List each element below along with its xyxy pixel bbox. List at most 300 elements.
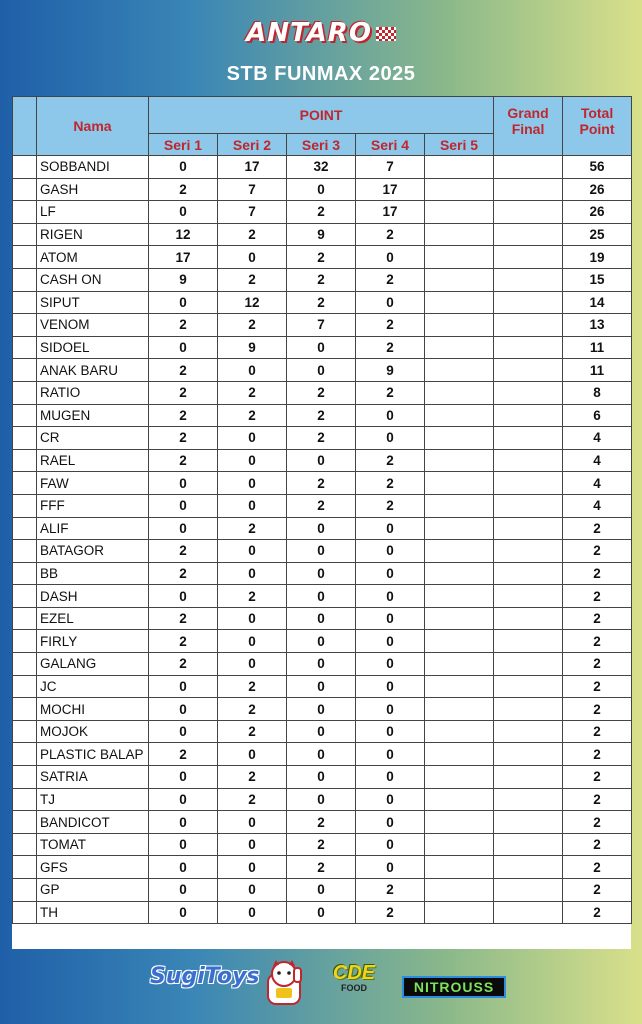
- cell-seri-5: [425, 833, 494, 856]
- cell-grand-final: [494, 472, 563, 495]
- cell-seri-2: 0: [218, 359, 287, 382]
- cell-seri-2: 0: [218, 562, 287, 585]
- cell-grand-final: [494, 630, 563, 653]
- cell-seri-5: [425, 562, 494, 585]
- cell-total-point: 11: [563, 336, 632, 359]
- cell-name: ANAK BARU: [37, 359, 149, 382]
- table-row: [13, 833, 632, 856]
- cell-seri-2: 2: [218, 585, 287, 608]
- cell-grand-final: [494, 291, 563, 314]
- cell-total-point: 15: [563, 268, 632, 291]
- cell-name: SIDOEL: [37, 336, 149, 359]
- cell-seri-3: 0: [287, 562, 356, 585]
- cell-seri-5: [425, 156, 494, 179]
- cell-total-point: 56: [563, 156, 632, 179]
- cell-seri-1: 2: [149, 427, 218, 450]
- cell-seri-5: [425, 517, 494, 540]
- cell-seri-1: 2: [149, 653, 218, 676]
- cell-name: DASH: [37, 585, 149, 608]
- cell-seri-2: 2: [218, 381, 287, 404]
- nitrouss-logo: NITROUSS: [402, 976, 506, 998]
- cell-grand-final: [494, 743, 563, 766]
- cell-seri-3: 32: [287, 156, 356, 179]
- cde-logo-text: CDE: [332, 962, 376, 984]
- cell-seri-4: 2: [356, 314, 425, 337]
- cell-seri-3: 2: [287, 268, 356, 291]
- cell-seri-2: 0: [218, 811, 287, 834]
- row-gutter: [13, 879, 37, 902]
- row-gutter: [13, 336, 37, 359]
- cell-name: MUGEN: [37, 404, 149, 427]
- cell-seri-1: 0: [149, 698, 218, 721]
- cell-seri-5: [425, 630, 494, 653]
- cell-seri-1: 0: [149, 585, 218, 608]
- row-gutter: [13, 404, 37, 427]
- cell-seri-5: [425, 698, 494, 721]
- cell-seri-1: 0: [149, 494, 218, 517]
- cell-total-point: 2: [563, 653, 632, 676]
- row-gutter: [13, 540, 37, 563]
- cell-seri-1: 0: [149, 517, 218, 540]
- cell-seri-1: 0: [149, 336, 218, 359]
- cell-seri-4: 9: [356, 359, 425, 382]
- cell-seri-3: 0: [287, 788, 356, 811]
- table-row: [13, 766, 632, 789]
- cell-seri-5: [425, 879, 494, 902]
- cell-grand-final: [494, 879, 563, 902]
- antaro-logo: [0, 18, 642, 48]
- row-gutter: [13, 788, 37, 811]
- cell-grand-final: [494, 766, 563, 789]
- cell-seri-3: 0: [287, 449, 356, 472]
- table-row: [13, 743, 632, 766]
- cell-name: LF: [37, 201, 149, 224]
- table-row: [13, 404, 632, 427]
- cell-grand-final: [494, 494, 563, 517]
- cell-seri-3: 9: [287, 223, 356, 246]
- cell-total-point: 2: [563, 698, 632, 721]
- cell-seri-5: [425, 856, 494, 879]
- cell-name: RIGEN: [37, 223, 149, 246]
- cell-seri-2: 2: [218, 675, 287, 698]
- cell-seri-3: 0: [287, 653, 356, 676]
- cell-total-point: 2: [563, 856, 632, 879]
- table-row: [13, 788, 632, 811]
- cell-seri-3: 2: [287, 246, 356, 269]
- cell-seri-1: 2: [149, 314, 218, 337]
- cell-seri-3: 2: [287, 291, 356, 314]
- table-row: [13, 517, 632, 540]
- cell-grand-final: [494, 698, 563, 721]
- cell-seri-4: 0: [356, 833, 425, 856]
- cell-seri-3: 2: [287, 494, 356, 517]
- cell-seri-1: 0: [149, 788, 218, 811]
- cell-name: SOBBANDI: [37, 156, 149, 179]
- cell-name: FAW: [37, 472, 149, 495]
- row-gutter: [13, 381, 37, 404]
- cell-seri-1: 2: [149, 404, 218, 427]
- cell-total-point: 2: [563, 630, 632, 653]
- row-gutter: [13, 517, 37, 540]
- cell-seri-2: 2: [218, 517, 287, 540]
- table-row: [13, 585, 632, 608]
- cell-seri-5: [425, 246, 494, 269]
- cell-grand-final: [494, 246, 563, 269]
- cell-seri-2: 0: [218, 856, 287, 879]
- row-gutter: [13, 766, 37, 789]
- cell-seri-3: 0: [287, 359, 356, 382]
- cell-grand-final: [494, 381, 563, 404]
- cell-seri-1: 9: [149, 268, 218, 291]
- table-row: [13, 811, 632, 834]
- cell-seri-5: [425, 788, 494, 811]
- table-row: [13, 427, 632, 450]
- cell-seri-5: [425, 359, 494, 382]
- cell-total-point: 2: [563, 720, 632, 743]
- cell-seri-5: [425, 607, 494, 630]
- cell-grand-final: [494, 517, 563, 540]
- table-row: [13, 178, 632, 201]
- table-row: [13, 607, 632, 630]
- row-gutter: [13, 833, 37, 856]
- cell-seri-3: 0: [287, 540, 356, 563]
- cell-seri-1: 12: [149, 223, 218, 246]
- cell-seri-4: 2: [356, 381, 425, 404]
- cell-seri-1: 0: [149, 856, 218, 879]
- cell-seri-1: 17: [149, 246, 218, 269]
- cell-total-point: 4: [563, 472, 632, 495]
- cell-total-point: 2: [563, 811, 632, 834]
- cell-grand-final: [494, 833, 563, 856]
- cell-seri-1: 2: [149, 178, 218, 201]
- table-row: [13, 223, 632, 246]
- cell-seri-1: 0: [149, 766, 218, 789]
- cell-seri-3: 0: [287, 901, 356, 924]
- cell-seri-5: [425, 314, 494, 337]
- header-point: POINT: [149, 97, 494, 134]
- cell-total-point: 2: [563, 517, 632, 540]
- cell-grand-final: [494, 404, 563, 427]
- cell-grand-final: [494, 336, 563, 359]
- antaro-logo-text: ANTARO: [246, 18, 372, 48]
- cell-name: EZEL: [37, 607, 149, 630]
- cell-grand-final: [494, 562, 563, 585]
- cell-name: RAEL: [37, 449, 149, 472]
- cell-seri-5: [425, 201, 494, 224]
- cell-seri-4: 0: [356, 427, 425, 450]
- table-row: [13, 359, 632, 382]
- table-row: [13, 494, 632, 517]
- cell-seri-5: [425, 811, 494, 834]
- cell-total-point: 11: [563, 359, 632, 382]
- cell-name: ATOM: [37, 246, 149, 269]
- header-gutter: [13, 97, 37, 156]
- cell-seri-2: 0: [218, 246, 287, 269]
- cell-grand-final: [494, 201, 563, 224]
- cell-seri-1: 2: [149, 607, 218, 630]
- cell-seri-2: 2: [218, 788, 287, 811]
- cell-seri-1: 0: [149, 811, 218, 834]
- table-row: [13, 291, 632, 314]
- cell-total-point: 2: [563, 901, 632, 924]
- cell-name: TOMAT: [37, 833, 149, 856]
- row-gutter: [13, 585, 37, 608]
- cell-seri-4: 2: [356, 449, 425, 472]
- cell-seri-3: 2: [287, 381, 356, 404]
- cell-total-point: 13: [563, 314, 632, 337]
- cell-name: TH: [37, 901, 149, 924]
- cell-grand-final: [494, 811, 563, 834]
- row-gutter: [13, 607, 37, 630]
- cell-total-point: 2: [563, 766, 632, 789]
- cell-grand-final: [494, 223, 563, 246]
- cde-logo-subtext: FOOD: [341, 983, 367, 993]
- cell-seri-3: 2: [287, 472, 356, 495]
- cell-seri-1: 2: [149, 743, 218, 766]
- cell-seri-3: 2: [287, 404, 356, 427]
- cell-seri-4: 0: [356, 607, 425, 630]
- cell-seri-4: 0: [356, 585, 425, 608]
- cell-seri-2: 2: [218, 720, 287, 743]
- row-gutter: [13, 901, 37, 924]
- cell-seri-2: 7: [218, 178, 287, 201]
- cell-seri-4: 2: [356, 494, 425, 517]
- cell-seri-4: 2: [356, 879, 425, 902]
- cell-seri-2: 0: [218, 494, 287, 517]
- cell-seri-4: 2: [356, 223, 425, 246]
- cell-seri-3: 0: [287, 336, 356, 359]
- sugitoys-logo: SugiToys: [150, 964, 260, 989]
- cell-seri-4: 0: [356, 675, 425, 698]
- row-gutter: [13, 743, 37, 766]
- cell-name: VENOM: [37, 314, 149, 337]
- cell-total-point: 2: [563, 585, 632, 608]
- header-grand-final: Grand Final: [494, 97, 563, 156]
- cell-name: MOCHI: [37, 698, 149, 721]
- cell-seri-3: 0: [287, 630, 356, 653]
- cell-seri-4: 17: [356, 178, 425, 201]
- cell-name: SIPUT: [37, 291, 149, 314]
- cell-seri-2: 9: [218, 336, 287, 359]
- cell-name: CR: [37, 427, 149, 450]
- cell-grand-final: [494, 901, 563, 924]
- row-gutter: [13, 675, 37, 698]
- cell-seri-4: 0: [356, 246, 425, 269]
- cell-total-point: 2: [563, 540, 632, 563]
- table-row: [13, 449, 632, 472]
- cell-seri-3: 2: [287, 201, 356, 224]
- table-row: [13, 675, 632, 698]
- table-row: [13, 720, 632, 743]
- cell-seri-1: 0: [149, 720, 218, 743]
- cell-seri-4: 0: [356, 630, 425, 653]
- row-gutter: [13, 856, 37, 879]
- cell-seri-4: 17: [356, 201, 425, 224]
- cell-seri-3: 0: [287, 517, 356, 540]
- cell-seri-2: 0: [218, 607, 287, 630]
- cell-grand-final: [494, 856, 563, 879]
- cell-seri-1: 2: [149, 359, 218, 382]
- row-gutter: [13, 314, 37, 337]
- header-total-point: Total Point: [563, 97, 632, 156]
- cell-seri-4: 2: [356, 336, 425, 359]
- cell-seri-5: [425, 675, 494, 698]
- row-gutter: [13, 291, 37, 314]
- row-gutter: [13, 630, 37, 653]
- table-row: [13, 562, 632, 585]
- table-row: [13, 268, 632, 291]
- cell-total-point: 6: [563, 404, 632, 427]
- cell-seri-1: 2: [149, 630, 218, 653]
- cell-seri-2: 0: [218, 653, 287, 676]
- cell-seri-4: 0: [356, 517, 425, 540]
- standings-table: [12, 96, 632, 924]
- cell-seri-5: [425, 449, 494, 472]
- cell-grand-final: [494, 540, 563, 563]
- cell-name: SATRIA: [37, 766, 149, 789]
- cell-seri-2: 2: [218, 223, 287, 246]
- row-gutter: [13, 359, 37, 382]
- lucky-cat-logo-icon: [262, 960, 306, 1006]
- page-title: STB FUNMAX 2025: [226, 63, 416, 85]
- cell-seri-4: 0: [356, 788, 425, 811]
- cell-grand-final: [494, 178, 563, 201]
- cell-seri-4: 0: [356, 562, 425, 585]
- cell-seri-3: 2: [287, 427, 356, 450]
- cell-seri-3: 0: [287, 766, 356, 789]
- cell-seri-2: 0: [218, 449, 287, 472]
- row-gutter: [13, 698, 37, 721]
- cell-name: RATIO: [37, 381, 149, 404]
- table-row: [13, 201, 632, 224]
- cell-seri-1: 0: [149, 879, 218, 902]
- cell-seri-2: 17: [218, 156, 287, 179]
- cell-grand-final: [494, 675, 563, 698]
- cell-seri-2: 2: [218, 766, 287, 789]
- cell-total-point: 2: [563, 607, 632, 630]
- cell-seri-3: 2: [287, 856, 356, 879]
- table-row: [13, 336, 632, 359]
- cell-grand-final: [494, 720, 563, 743]
- cell-name: FIRLY: [37, 630, 149, 653]
- cell-seri-3: 0: [287, 720, 356, 743]
- table-row: [13, 698, 632, 721]
- cell-seri-4: 0: [356, 653, 425, 676]
- cell-seri-1: 2: [149, 449, 218, 472]
- row-gutter: [13, 472, 37, 495]
- cell-seri-4: 7: [356, 156, 425, 179]
- cell-seri-3: 0: [287, 698, 356, 721]
- checkered-flag-icon: [376, 27, 396, 41]
- cell-seri-2: 0: [218, 879, 287, 902]
- cell-seri-5: [425, 427, 494, 450]
- cell-seri-3: 2: [287, 833, 356, 856]
- row-gutter: [13, 653, 37, 676]
- cell-seri-2: 2: [218, 268, 287, 291]
- cell-grand-final: [494, 585, 563, 608]
- cell-seri-2: 0: [218, 540, 287, 563]
- cell-total-point: 4: [563, 449, 632, 472]
- cell-seri-4: 2: [356, 268, 425, 291]
- table-row: [13, 381, 632, 404]
- cell-name: CASH ON: [37, 268, 149, 291]
- cell-name: BB: [37, 562, 149, 585]
- cell-seri-5: [425, 472, 494, 495]
- cell-seri-2: 0: [218, 630, 287, 653]
- table-row: [13, 472, 632, 495]
- cell-total-point: 14: [563, 291, 632, 314]
- cell-total-point: 2: [563, 675, 632, 698]
- cell-total-point: 8: [563, 381, 632, 404]
- cell-seri-1: 2: [149, 540, 218, 563]
- table-row: [13, 879, 632, 902]
- cell-seri-4: 2: [356, 472, 425, 495]
- cell-name: PLASTIC BALAP: [37, 743, 149, 766]
- header-seri-4: Seri 4: [356, 134, 425, 156]
- cell-seri-5: [425, 494, 494, 517]
- cell-seri-3: 0: [287, 585, 356, 608]
- cell-seri-4: 0: [356, 766, 425, 789]
- cell-seri-3: 2: [287, 811, 356, 834]
- cell-total-point: 4: [563, 427, 632, 450]
- cell-total-point: 26: [563, 178, 632, 201]
- cell-seri-4: 0: [356, 811, 425, 834]
- cell-grand-final: [494, 268, 563, 291]
- cell-seri-5: [425, 766, 494, 789]
- cell-grand-final: [494, 607, 563, 630]
- cell-seri-3: 7: [287, 314, 356, 337]
- cell-seri-5: [425, 381, 494, 404]
- table-row: [13, 901, 632, 924]
- cell-seri-4: 0: [356, 540, 425, 563]
- cell-seri-4: 0: [356, 856, 425, 879]
- cell-grand-final: [494, 314, 563, 337]
- cell-seri-2: 12: [218, 291, 287, 314]
- cell-seri-4: 0: [356, 698, 425, 721]
- cell-grand-final: [494, 359, 563, 382]
- cell-total-point: 25: [563, 223, 632, 246]
- cell-name: BANDICOT: [37, 811, 149, 834]
- table-row: [13, 540, 632, 563]
- cell-seri-3: 0: [287, 607, 356, 630]
- header-name: Nama: [37, 97, 149, 156]
- cell-total-point: 2: [563, 562, 632, 585]
- cell-seri-1: 2: [149, 562, 218, 585]
- row-gutter: [13, 201, 37, 224]
- cell-grand-final: [494, 427, 563, 450]
- table-row: [13, 156, 632, 179]
- cell-seri-5: [425, 901, 494, 924]
- cell-seri-3: 0: [287, 178, 356, 201]
- cell-seri-5: [425, 268, 494, 291]
- cell-name: MOJOK: [37, 720, 149, 743]
- cell-seri-4: 0: [356, 720, 425, 743]
- cell-seri-5: [425, 336, 494, 359]
- table-row: [13, 314, 632, 337]
- cell-total-point: 2: [563, 788, 632, 811]
- row-gutter: [13, 494, 37, 517]
- cell-seri-2: 2: [218, 698, 287, 721]
- cell-seri-2: 0: [218, 743, 287, 766]
- cell-name: BATAGOR: [37, 540, 149, 563]
- row-gutter: [13, 720, 37, 743]
- cell-seri-2: 7: [218, 201, 287, 224]
- cell-name: GASH: [37, 178, 149, 201]
- cell-seri-4: 0: [356, 291, 425, 314]
- cell-seri-5: [425, 178, 494, 201]
- row-gutter: [13, 562, 37, 585]
- cell-seri-4: 0: [356, 743, 425, 766]
